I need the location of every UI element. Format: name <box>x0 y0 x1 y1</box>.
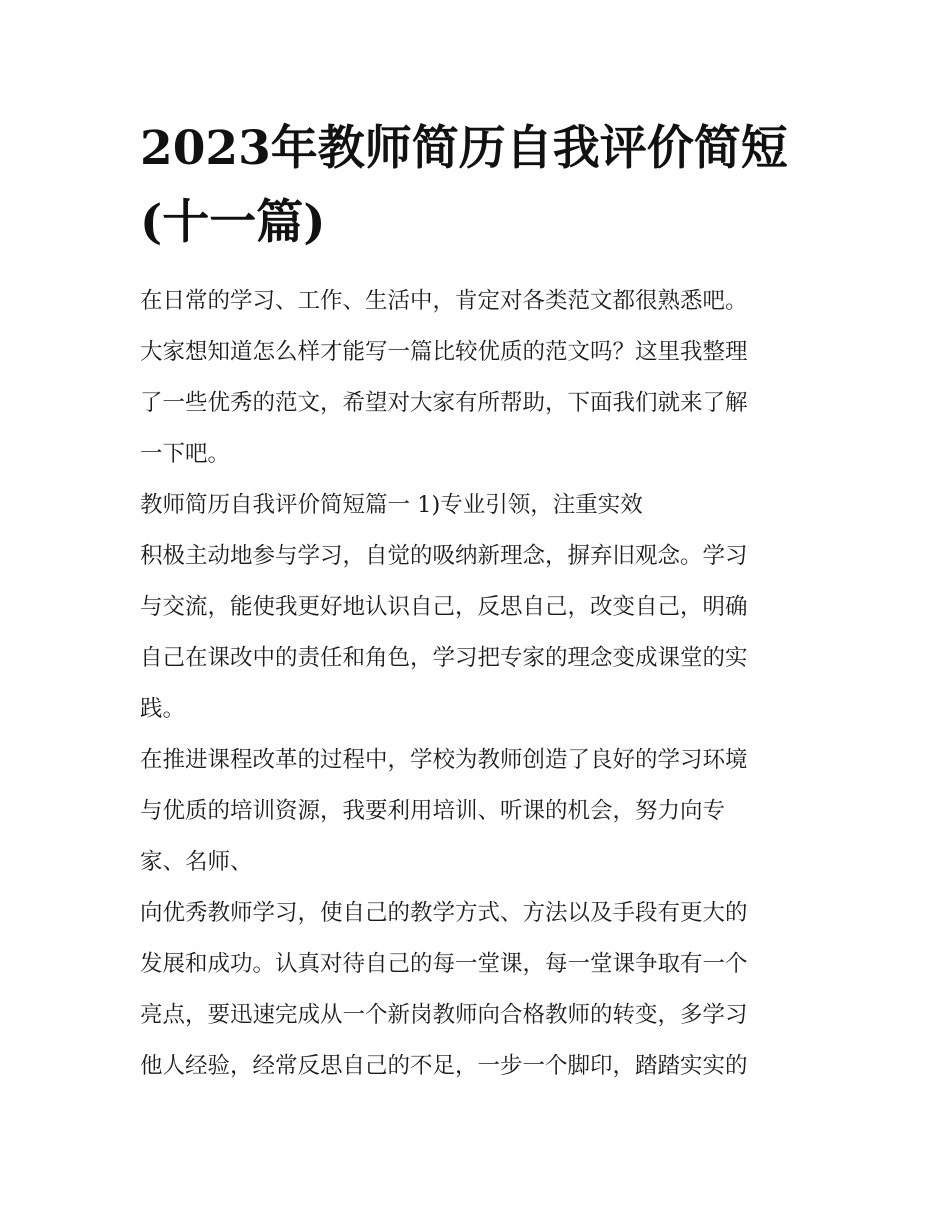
paragraph-line: 亮点，要迅速完成从一个新岗教师向合格教师的转变，多学习 <box>140 1002 748 1028</box>
document-title <box>140 112 820 260</box>
paragraph-line: 一下吧。 <box>140 441 231 467</box>
paragraph-line: 积极主动地参与学习，自觉的吸纳新理念，摒弃旧观念。学习 <box>140 543 748 569</box>
paragraph-line: 与优质的培训资源，我要利用培训、听课的机会，努力向专 <box>140 798 726 824</box>
paragraph-line: 向优秀教师学习，使自己的教学方式、方法以及手段有更大的 <box>140 900 748 926</box>
paragraph-line: 在推进课程改革的过程中，学校为教师创造了良好的学习环境 <box>140 747 748 773</box>
title-line: (十一篇) <box>140 195 326 250</box>
paragraph-line: 大家想知道怎么样才能写一篇比较优质的范文吗？这里我整理 <box>140 339 748 365</box>
paragraph-line: 他人经验，经常反思自己的不足，一步一个脚印，踏踏实实的 <box>140 1053 748 1079</box>
paragraph-line: 与交流，能使我更好地认识自己，反思自己，改变自己，明确 <box>140 594 748 620</box>
paragraph-line: 发展和成功。认真对待自己的每一堂课，每一堂课争取有一个 <box>140 951 748 977</box>
document-body <box>140 276 820 1092</box>
paragraph-line: 了一些优秀的范文，希望对大家有所帮助，下面我们就来了解 <box>140 390 748 416</box>
paragraph-line: 践。 <box>140 696 186 722</box>
paragraph-line: 自己在课改中的责任和角色，学习把专家的理念变成课堂的实 <box>140 645 748 671</box>
paragraph-line: 家、名师、 <box>140 849 253 875</box>
title-line: 2023年教师简历自我评价简短 <box>140 121 788 176</box>
paragraph-line: 在日常的学习、工作、生活中，肯定对各类范文都很熟悉吧。 <box>140 288 748 314</box>
section-heading-line: 教师简历自我评价简短篇一 1)专业引领，注重实效 <box>140 492 643 518</box>
